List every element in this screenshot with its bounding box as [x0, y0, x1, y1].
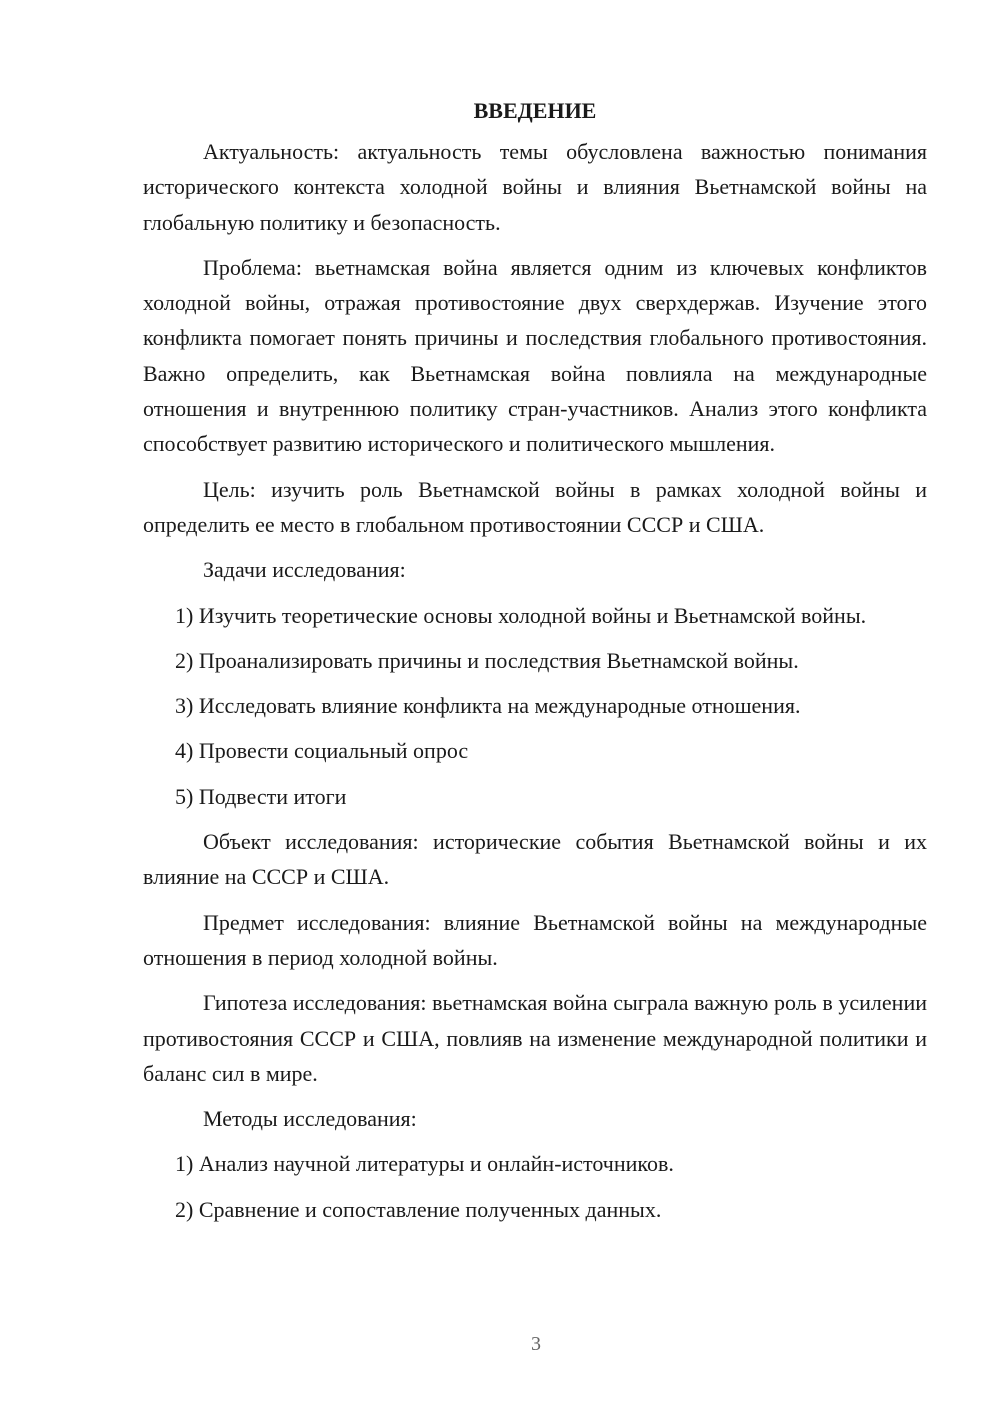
- list-item: 4) Провести социальный опрос: [175, 738, 469, 764]
- subject-paragraph: Предмет исследования: влияние Вьетнамской войны на международные отношения в период холодной войны.: [143, 909, 927, 970]
- hypothesis-paragraph: Гипотеза исследования: вьетнамская война сыграла важную роль в усилении противостояния СССР и США, повлияв на изменение международной политики и баланс сил в мире.: [143, 990, 927, 1086]
- list-item: 5) Подвести итоги: [175, 783, 347, 809]
- goal-paragraph: Цель: изучить роль Вьетнамской войны в рамках холодной войны и определить ее место в глобальном противостоянии СССР и США.: [143, 476, 927, 537]
- document-page: [143, 93, 927, 1237]
- list-item: 1) Анализ научной литературы и онлайн-источников.: [175, 1151, 674, 1177]
- object-paragraph: Объект исследования: исторические события Вьетнамской войны и их влияние на СССР и США.: [143, 829, 927, 890]
- list-item: 2) Проанализировать причины и последствия Вьетнамской войны.: [175, 647, 799, 673]
- list-item: 2) Сравнение и сопоставление полученных данных.: [175, 1196, 662, 1222]
- tasks-list: [143, 598, 927, 814]
- list-item: 1) Изучить теоретические основы холодной войны и Вьетнамской войны.: [175, 602, 867, 628]
- problem-paragraph: Проблема: вьетнамская война является одним из ключевых конфликтов холодной войны, отражая противостояние двух сверхдержав. Изучение этого конфликта помогает понять причины и последствия глобального противостояния. Важно определить, как Вьетнамская война повлияла на международные отношения и внутреннюю политику стран-участников. Анализ этого конфликта способствует развитию исторического и политического мышления.: [143, 254, 927, 457]
- methods-heading: Методы исследования:: [203, 1106, 417, 1132]
- page-number: 3: [531, 1333, 541, 1355]
- relevance-paragraph: Актуальность: актуальность темы обусловлена важностью понимания исторического контекста холодной войны и влияния Вьетнамской войны на глобальную политику и безопасность.: [143, 139, 927, 235]
- methods-list: [143, 1146, 927, 1227]
- document-title: ВВЕДЕНИЕ: [473, 98, 597, 123]
- list-item: 3) Исследовать влияние конфликта на международные отношения.: [175, 693, 801, 719]
- tasks-heading: Задачи исследования:: [203, 557, 406, 583]
